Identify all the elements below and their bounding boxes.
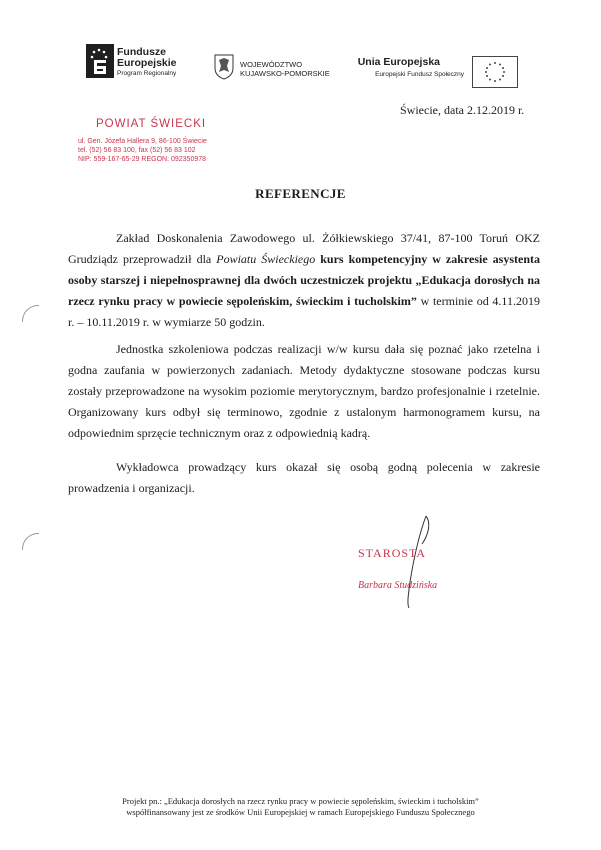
region-logo-line1: WOJEWÓDZTWO (240, 60, 303, 69)
handwritten-signature-icon (330, 512, 480, 612)
punch-mark (22, 305, 39, 322)
signature-block (330, 512, 480, 612)
paragraph-2-text: Jednostka szkoleniowa podczas realizacji w/w kursu dała się poznać jako rzetelna i godna zaufania w powierzonych zadaniach. Metody dydaktyczne stosowane podczas kursu zostały przeprowadzone na wysokim poziomie merytorycznym, bardzo profesjonalnie i rzetelnie. Organizowany kurs odbył się terminowo, zgodnie z ustalonym harmonogramem kursu, na odpowiednim sprzęcie technicznym oraz z odpowiednią kadrą. (68, 342, 540, 440)
logo-fe-line2: Europejskie (117, 57, 177, 69)
stamp-org-name: POWIAT ŚWIECKI (96, 118, 207, 130)
fundusze-europejskie-logo (86, 44, 206, 84)
paragraph-1-bold: kurs kompetencyjny w zakresie asystenta osoby starszej i niepełnosprawnej dla dwóch uczestniczek projektu „Edukacja dorosłych na rzecz rynku pracy w powiecie sępoleńskim, świeckim i tucholskim” (68, 252, 541, 308)
paragraph-3-text: Wykładowca prowadzący kurs okazał się osobą godną polecenia w zakresie prowadzenia i organizacji. (68, 460, 540, 495)
document-title: REFERENCJE (255, 186, 346, 201)
paragraph-3 (68, 457, 540, 499)
eu-flag-icon (472, 56, 518, 88)
signature-title: STAROSTA (358, 546, 427, 560)
footer-line-1: Projekt pn.: „Edukacja dorosłych na rzecz rynku pracy w powiecie sępoleńskim, świeckim i tucholskim” (122, 796, 479, 806)
eu-logo-line1: Unia Europejska (357, 56, 440, 68)
paragraph-2 (68, 339, 540, 444)
eu-logo (357, 54, 520, 88)
signature-name: Barbara Studzińska (358, 580, 438, 591)
paragraph-1-part-5: w terminie od 4.11.2019 r. – 10.11.2019 r. w wymiarze 50 godzin. (68, 294, 540, 329)
paragraph-1-part-1: Zakład Doskonalenia Zawodowego ul. Żółkiewskiego 37/41, 87-100 Toruń OKZ Grudziądz przeprowadził dla (68, 231, 540, 266)
office-stamp (78, 118, 268, 170)
place-date: Świecie, data 2.12.2019 r. (400, 103, 525, 117)
footer (0, 796, 601, 818)
region-logo (214, 54, 354, 84)
footer-line-2: współfinansowany jest ze środków Unii Europejskiej w ramach Europejskiego Funduszu Społecznego (126, 807, 475, 817)
fundusze-europejskie-mark-icon (86, 44, 114, 78)
stamp-phone: tel. (52) 56 83 100, fax (52) 56 83 102 (78, 147, 196, 154)
logo-fe-line3: Program Regionalny (117, 70, 177, 77)
stamp-ids: NIP: 559-167-65-29 REGON: 092350978 (78, 156, 207, 163)
punch-mark (22, 533, 39, 550)
coat-of-arms-icon (214, 54, 234, 80)
eu-logo-line2: Europejski Fundusz Społeczny (375, 71, 464, 78)
paragraph-1-italic: Powiatu Świeckiego (216, 252, 316, 266)
logo-fe-line1: Fundusze (117, 46, 166, 58)
region-logo-line2: KUJAWSKO-POMORSKIE (240, 69, 330, 78)
paragraph-1 (68, 228, 540, 333)
stamp-address: ul. Gen. Józefa Hallera 9, 86-100 Świecie (78, 138, 207, 145)
